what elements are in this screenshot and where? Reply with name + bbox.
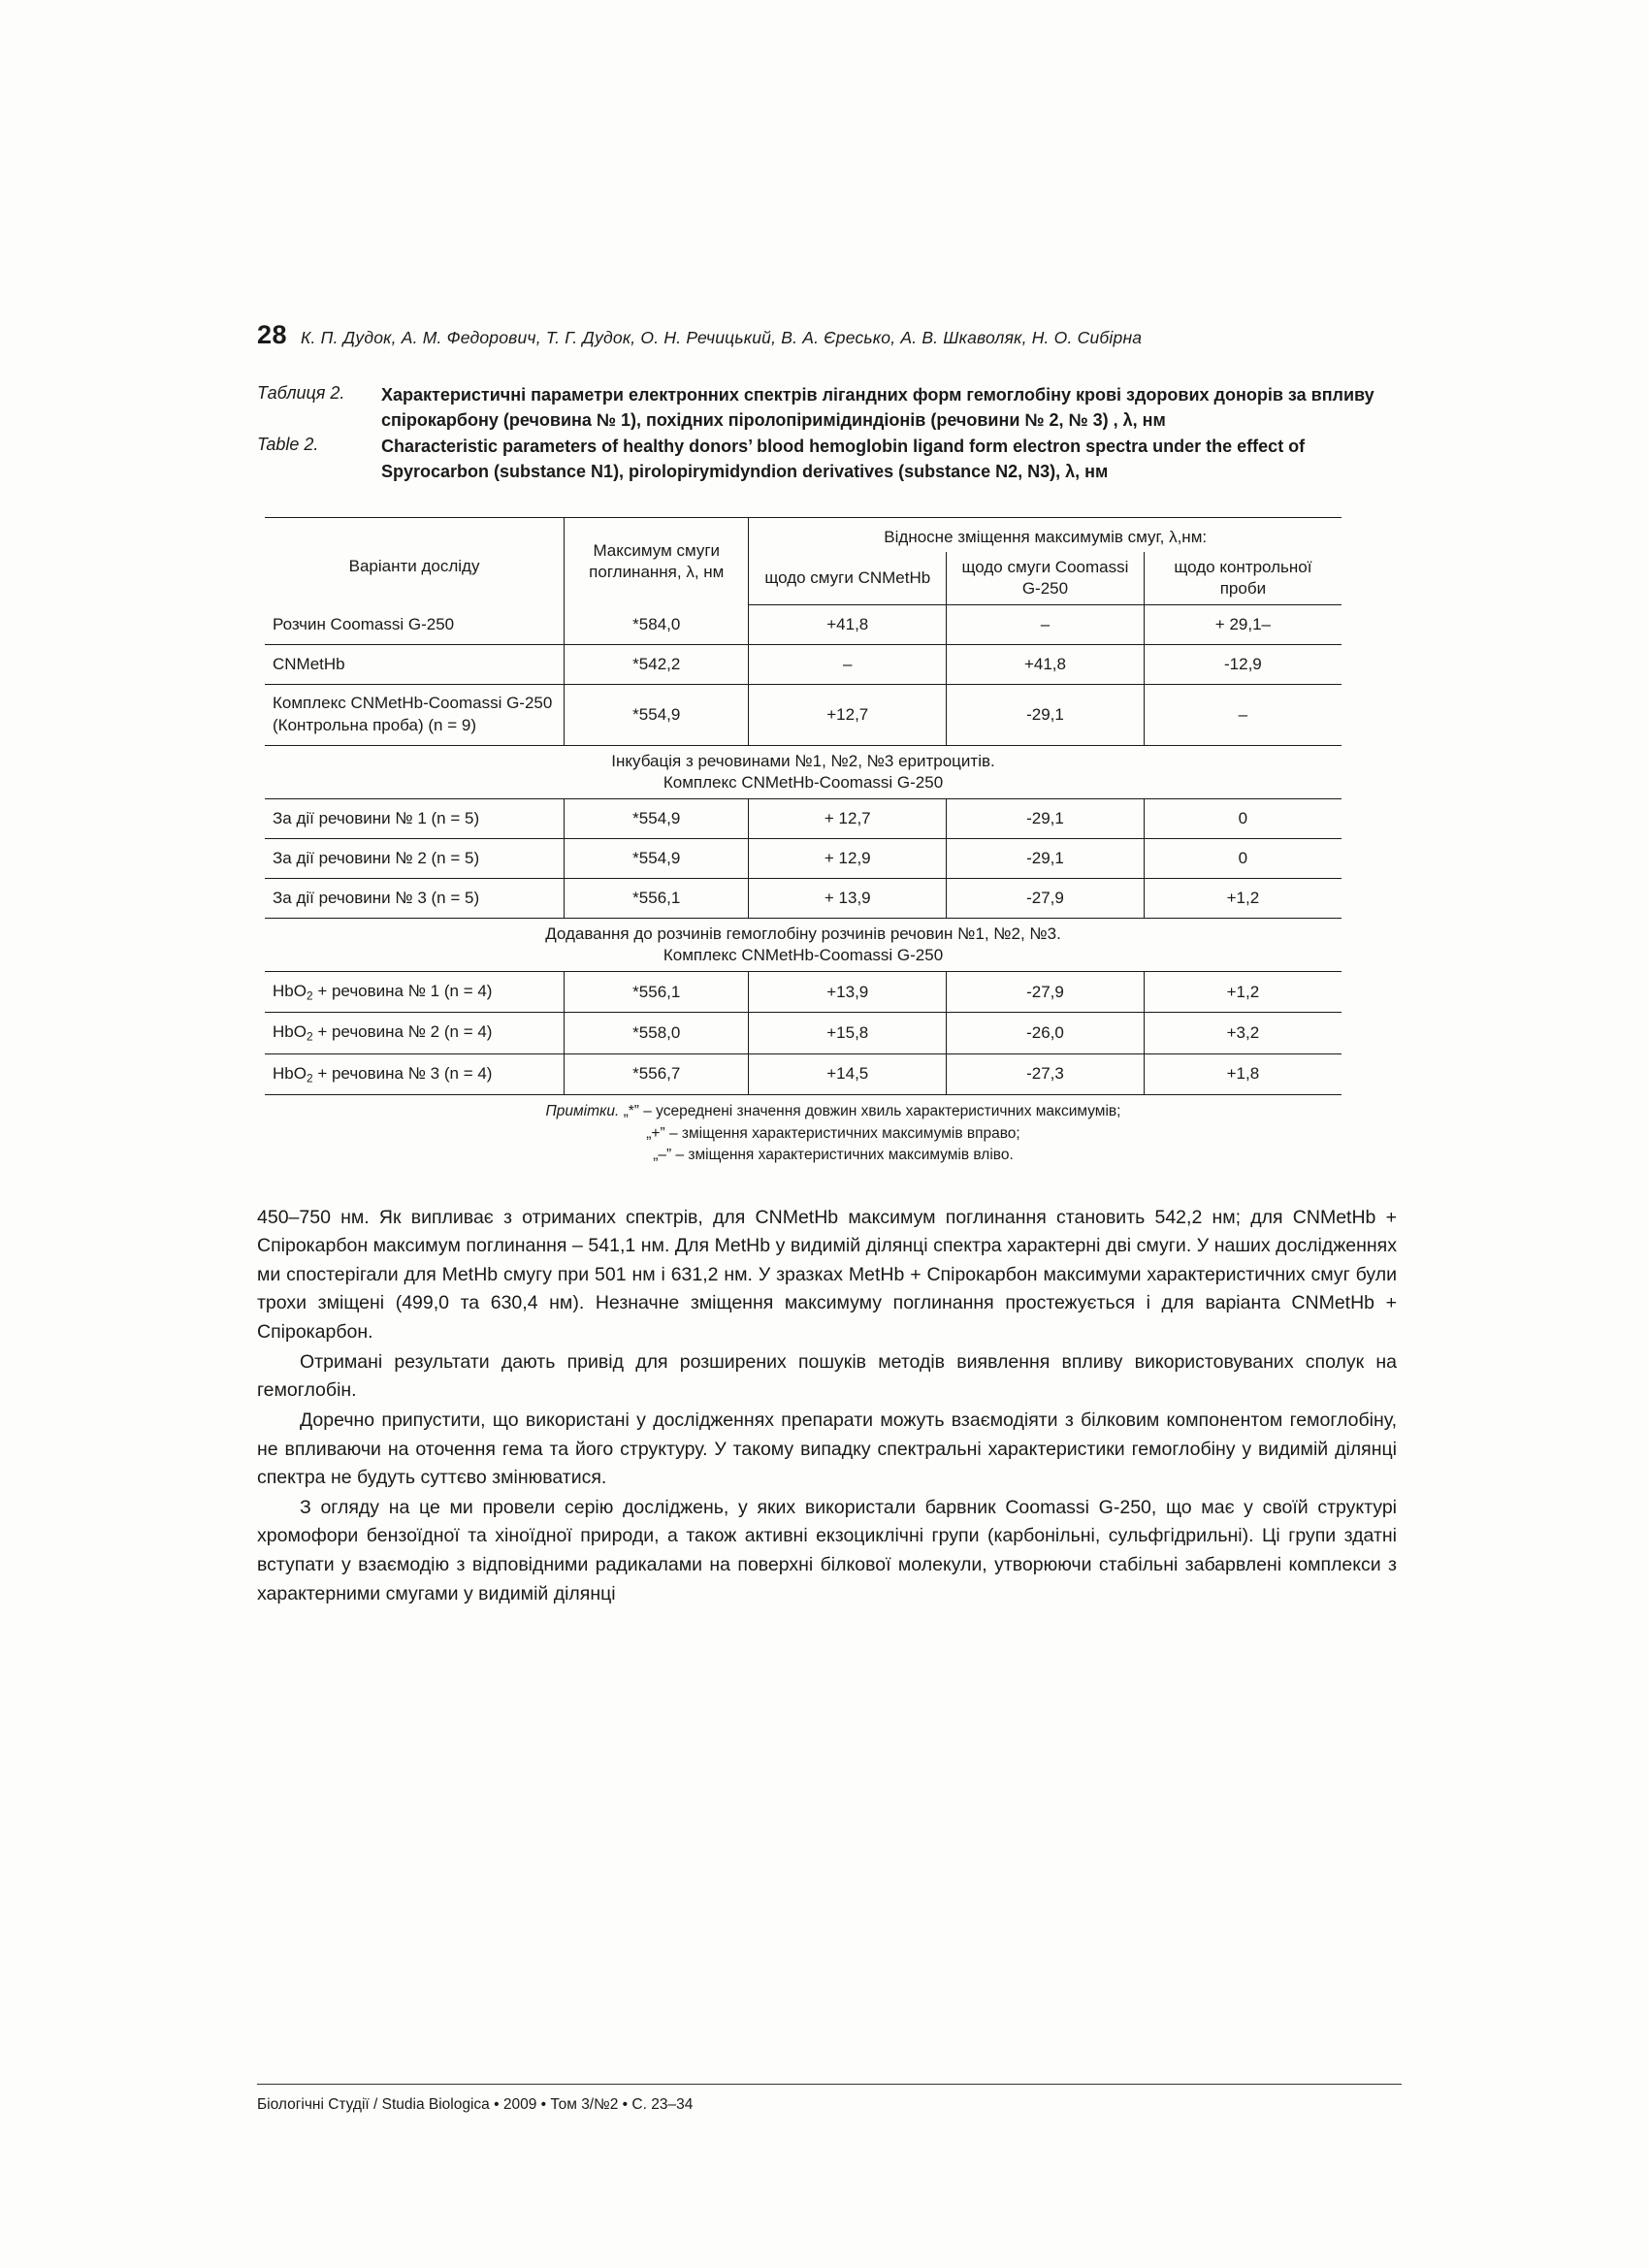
row-variant: За дії речовини № 2 (n = 5) — [265, 838, 565, 878]
notes-label: Примітки. — [545, 1103, 620, 1120]
row-cn: + 13,9 — [749, 878, 947, 918]
paragraph: Отримані результати дають привід для розширених пошуків методів виявлення впливу використовуваних сполук на гемоглобін. — [257, 1350, 1397, 1402]
page-content — [257, 320, 1402, 1609]
row-variant — [265, 1053, 565, 1094]
row-coo: -29,1 — [947, 798, 1145, 838]
row-max: *542,2 — [565, 644, 749, 684]
row-cn: +15,8 — [749, 1013, 947, 1053]
table-header-row-1 — [265, 518, 1342, 553]
row-coo: -27,9 — [947, 972, 1145, 1013]
row-variant-post: + речовина № 1 (n = 4) — [312, 982, 493, 1001]
subheader-line-2: Комплекс CNMetHb-Coomassi G-250 — [663, 946, 944, 965]
row-ctl: +3,2 — [1144, 1013, 1342, 1053]
caption-uk — [257, 383, 1402, 433]
row-max: *556,7 — [565, 1053, 749, 1094]
header-vs-coomassi: щодо смуги Coomassi G-250 — [947, 552, 1145, 605]
subheader-line-2: Комплекс CNMetHb-Coomassi G-250 — [663, 772, 944, 792]
row-variant-pre: HbO — [273, 982, 307, 1001]
row-variant: За дії речовини № 1 (n = 5) — [265, 798, 565, 838]
row-variant-pre: HbO — [273, 1063, 307, 1083]
header-variants: Варіанти досліду — [265, 518, 565, 605]
row-variant-sub: 2 — [306, 988, 313, 1003]
row-variant: CNMetHb — [265, 644, 565, 684]
row-max: *558,0 — [565, 1013, 749, 1053]
subheader-line-1: Додавання до розчинів гемоглобіну розчинів речовин №1, №2, №3. — [545, 923, 1061, 943]
table-row — [265, 644, 1342, 684]
table-row — [265, 972, 1342, 1013]
header-vs-cnmethb: щодо смуги CNMetHb — [749, 552, 947, 605]
table-row — [265, 878, 1342, 918]
row-ctl: 0 — [1144, 838, 1342, 878]
row-ctl: +1,2 — [1144, 878, 1342, 918]
results-table — [265, 517, 1342, 1095]
row-coo: -27,3 — [947, 1053, 1145, 1094]
page-footer — [257, 2084, 1402, 2114]
row-cn: +41,8 — [749, 605, 947, 645]
row-ctl: 0 — [1144, 798, 1342, 838]
row-coo: -29,1 — [947, 684, 1145, 745]
note-line-2: „+” – зміщення характеристичних максимумів вправо; — [646, 1124, 1020, 1142]
row-variant — [265, 972, 565, 1013]
row-variant-post: + речовина № 2 (n = 4) — [312, 1022, 493, 1042]
table-caption — [257, 383, 1402, 484]
table-row — [265, 605, 1342, 645]
row-cn: +13,9 — [749, 972, 947, 1013]
row-coo: -26,0 — [947, 1013, 1145, 1053]
table-notes — [265, 1101, 1402, 1166]
paragraph: Доречно припустити, що використані у дослідженнях препарати можуть взаємодіяти з білковим компонентом гемоглобіну, не впливаючи на оточення гема та його структуру. У такому випадку спектральні характеристики гемоглобіну у видимій ділянці спектра не будуть суттєво змінюватися. — [257, 1409, 1397, 1489]
row-cn: +12,7 — [749, 684, 947, 745]
running-head-authors: К. П. Дудок, А. М. Федорович, Т. Г. Дудок, О. Н. Речицький, В. А. Єресько, А. В. Шкаволяк, Н. О. Сибірна — [301, 328, 1143, 347]
row-ctl: -12,9 — [1144, 644, 1342, 684]
row-ctl: – — [1144, 684, 1342, 745]
row-ctl: +1,2 — [1144, 972, 1342, 1013]
footer-text: Біологічні Студії / Studia Biologica • 2009 • Том 3/№2 • С. 23–34 — [257, 2096, 694, 2113]
table-row — [265, 1053, 1342, 1094]
row-variant-sub: 2 — [306, 1029, 313, 1044]
row-cn: +14,5 — [749, 1053, 947, 1094]
footer-divider — [257, 2084, 1402, 2085]
caption-label-en: Table 2. — [257, 435, 319, 455]
caption-text-uk: Характеристичні параметри електронних спектрів лігандних форм гемоглобіну крові здорових донорів за впливу спірокарбону (речовина № 1), похідних піролопіримідиндіонів (речовини № 2, № 3) , λ, нм — [381, 385, 1374, 430]
caption-en — [257, 435, 1402, 484]
note-line-1: „*” – усереднені значення довжин хвиль характеристичних максимумів; — [623, 1103, 1121, 1120]
row-max: *554,9 — [565, 798, 749, 838]
table-row — [265, 798, 1342, 838]
row-coo: -27,9 — [947, 878, 1145, 918]
row-variant-post: + речовина № 3 (n = 4) — [312, 1063, 493, 1083]
row-coo: -29,1 — [947, 838, 1145, 878]
paragraph: 450–750 нм. Як випливає з отриманих спектрів, для CNMetHb максимум поглинання становить 542,2 нм; для CNMetHb + Спірокарбон максимум поглинання – 541,1 нм. Для MetHb у видимій ділянці спектра характерні дві смуги. У наших дослідженнях ми спостерігали для MetHb смугу при 501 нм і 631,2 нм. У зразках MetHb + Спірокарбон максимуми характеристичних смуг були трохи зміщені (499,0 та 630,4 нм). Незначне зміщення максимуму поглинання простежується і для варіанта CNMetHb + Спірокарбон. — [257, 1206, 1397, 1344]
row-max: *556,1 — [565, 972, 749, 1013]
row-cn: + 12,7 — [749, 798, 947, 838]
row-variant: Комплекс CNMetHb-Coomassi G-250 (Контрольна проба) (n = 9) — [265, 684, 565, 745]
table-subheader-addition — [265, 918, 1342, 971]
caption-label-uk: Таблиця 2. — [257, 383, 345, 403]
row-variant-pre: HbO — [273, 1022, 307, 1042]
row-ctl: + 29,1– — [1144, 605, 1342, 645]
row-max: *554,9 — [565, 684, 749, 745]
row-max: *584,0 — [565, 605, 749, 645]
header-vs-control: щодо контрольної проби — [1144, 552, 1342, 605]
header-max-band: Максимум смуги поглинання, λ, нм — [565, 518, 749, 605]
row-max: *554,9 — [565, 838, 749, 878]
page-number: 28 — [257, 320, 288, 349]
row-cn: + 12,9 — [749, 838, 947, 878]
subheader-line-1: Інкубація з речовинами №1, №2, №3 еритроцитів. — [611, 751, 995, 770]
row-coo: – — [947, 605, 1145, 645]
row-max: *556,1 — [565, 878, 749, 918]
row-variant-sub: 2 — [306, 1071, 313, 1085]
row-cn: – — [749, 644, 947, 684]
caption-text-en: Characteristic parameters of healthy donors’ blood hemoglobin ligand form electron spectra under the effect of Spyrocarbon (substance N1), pirolopirymidyndion derivatives (substance N2, N3), λ, нм — [381, 437, 1306, 481]
row-variant: За дії речовини № 3 (n = 5) — [265, 878, 565, 918]
header-relative-group: Відносне зміщення максимумів смуг, λ,нм: — [749, 518, 1342, 553]
running-head — [257, 320, 1402, 350]
body-text — [257, 1204, 1397, 1609]
table-row — [265, 684, 1342, 745]
table-row — [265, 1013, 1342, 1053]
table-row — [265, 838, 1342, 878]
row-coo: +41,8 — [947, 644, 1145, 684]
paragraph: З огляду на це ми провели серію досліджень, у яких використали барвник Coomassi G-250, що має у своїй структурі хромофори бензоїдної та хіноїдної природи, а також активні екзоциклічні групи (карбонільні, сульфгідрильні). Ці групи здатні вступати у взаємодію з відповідними радикалами на поверхні білкової молекули, утворюючи стабільні забарвлені комплекси з характерними смугами у видимій ділянці — [257, 1496, 1397, 1604]
note-line-3: „–” – зміщення характеристичних максимумів вліво. — [653, 1147, 1014, 1164]
row-variant: Розчин Coomassi G-250 — [265, 605, 565, 645]
row-variant — [265, 1013, 565, 1053]
table-subheader-incubation — [265, 745, 1342, 798]
row-ctl: +1,8 — [1144, 1053, 1342, 1094]
